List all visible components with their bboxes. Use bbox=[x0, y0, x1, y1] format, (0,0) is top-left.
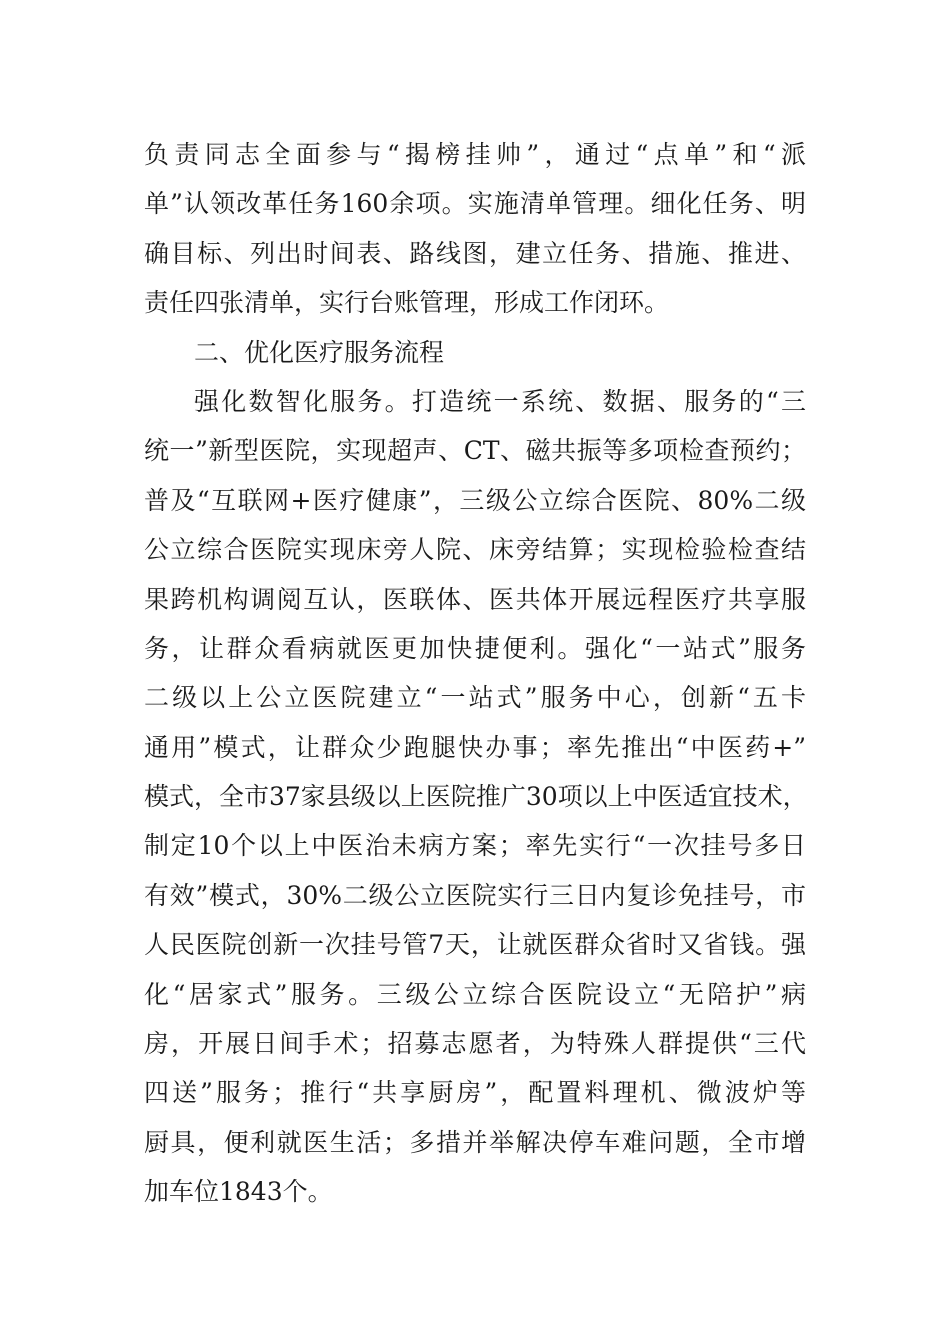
text-line: 统一”新型医院，实现超声、CT、磁共振等多项检查预约； bbox=[144, 436, 806, 466]
text-line: 负责同志全面参与“揭榜挂帅”，通过“点单”和“派 bbox=[144, 140, 806, 169]
text-line: 人民医院创新一次挂号管7天，让就医群众省时又省钱。强 bbox=[144, 930, 806, 960]
text-line: 强化数智化服务。打造统一系统、数据、服务的“三 bbox=[194, 386, 806, 416]
paragraph-2 bbox=[144, 377, 806, 1217]
paragraph-1 bbox=[144, 130, 806, 328]
text-line: 四送”服务；推行“共享厨房”，配置料理机、微波炉等 bbox=[144, 1078, 806, 1108]
text-line: 房，开展日间手术；招募志愿者，为特殊人群提供“三代 bbox=[144, 1029, 806, 1059]
text-line: 果跨机构调阅互认，医联体、医共体开展远程医疗共享服 bbox=[144, 584, 806, 614]
text-line: 制定10个以上中医治未病方案；率先实行“一次挂号多日 bbox=[144, 831, 806, 861]
text-line: 化“居家式”服务。三级公立综合医院设立“无陪护”病 bbox=[144, 979, 806, 1009]
text-line: 单”认领改革任务160余项。实施清单管理。细化任务、明 bbox=[144, 189, 806, 219]
section-heading: 二、优化医疗服务流程 bbox=[194, 337, 445, 367]
text-line: 公立综合医院实现床旁人院、床旁结算；实现检验检查结 bbox=[144, 535, 806, 565]
text-line: 责任四张清单，实行台账管理，形成工作闭环。 bbox=[144, 288, 670, 318]
text-line: 确目标、列出时间表、路线图，建立任务、措施、推进、 bbox=[144, 238, 806, 268]
text-line: 二级以上公立医院建立“一站式”服务中心，创新“五卡 bbox=[144, 683, 806, 713]
document-body bbox=[144, 130, 806, 1217]
text-line: 模式，全市37家县级以上医院推广30项以上中医适宜技术， bbox=[144, 782, 808, 812]
text-line: 加车位1843个。 bbox=[144, 1177, 333, 1207]
text-line: 通用”模式，让群众少跑腿快办事；率先推出“中医药+” bbox=[144, 732, 806, 762]
text-line: 务，让群众看病就医更加快捷便利。强化“一站式”服务 bbox=[144, 633, 806, 663]
text-line: 厨具，便利就医生活；多措并举解决停车难问题，全市增 bbox=[144, 1127, 806, 1157]
text-line: 有效”模式，30%二级公立医院实行三日内复诊免挂号，市 bbox=[144, 880, 806, 910]
text-line: 普及“互联网+医疗健康”，三级公立综合医院、80%二级 bbox=[144, 485, 806, 515]
